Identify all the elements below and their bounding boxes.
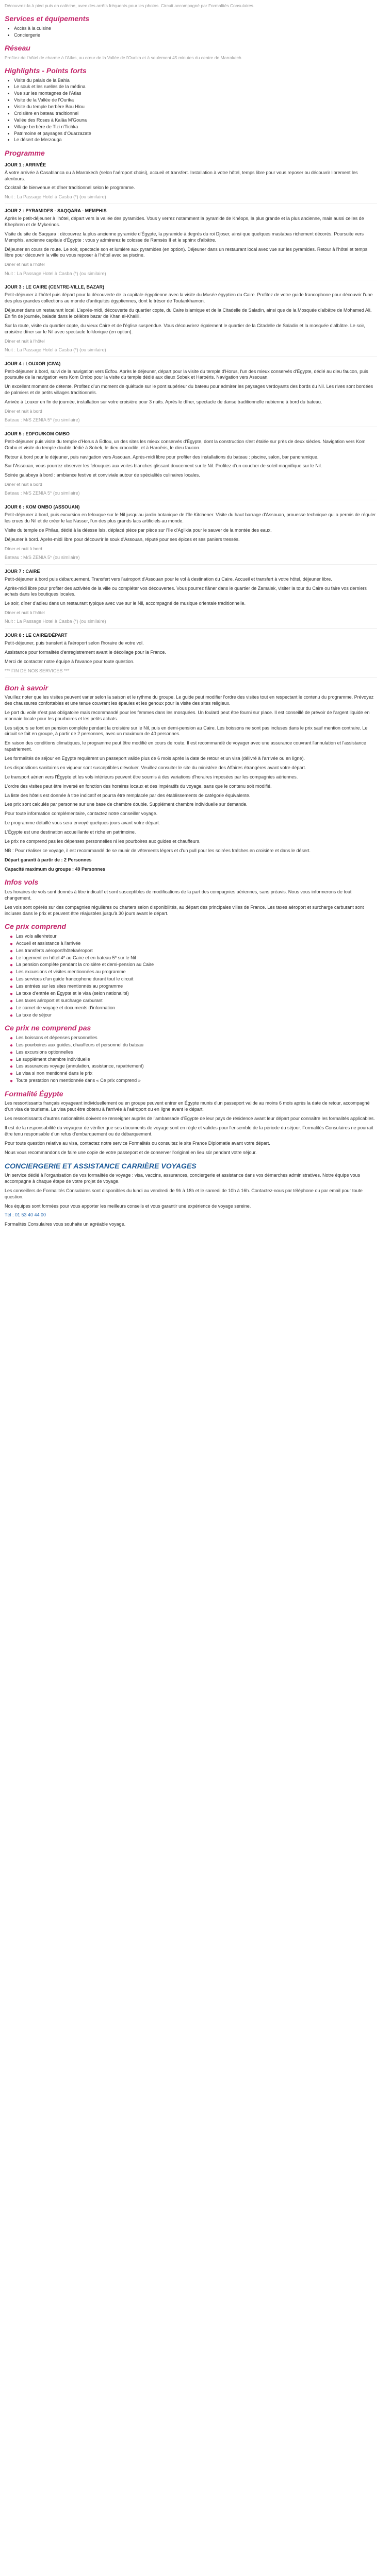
bullet-icon: ●: [10, 1049, 13, 1056]
bullet-icon: ●: [10, 984, 13, 990]
day-extra: Sur l'Assouan, vous pourrez observer les felouques aux voiles blanches glissant doucement sur le Nil. Profitez d'un coucher de soleil magnifique sur le Nil.: [5, 463, 322, 469]
includes-item: [10, 998, 377, 1004]
excludes-title: Ce prix ne comprend pas: [5, 1024, 91, 1032]
formalites-title: Formalité Égypte: [5, 1090, 63, 1098]
includes-item-label: Les entrées sur les sites mentionnés au programme: [16, 984, 123, 989]
day-text: À votre arrivée à Casablanca ou à Marrakech (selon l'aéroport choisi), accueil et transfert. Installation à votre hôtel, temps libre pour vous reposer ou découvrir librement les alentours.: [5, 170, 358, 181]
day-extra2: Soirée galabeya à bord : ambiance festive et conviviale autour de spécialités culinaires locales.: [5, 472, 200, 478]
goodtoknow-para: Le transport aérien vers l'Égypte et les vols intérieurs peuvent être soumis à des variations d'horaires imposées par les compagnies aériennes.: [5, 774, 298, 779]
services-list: [5, 26, 377, 39]
bullet-icon: ●: [10, 1064, 13, 1070]
infos-para: Les vols sont opérés sur des compagnies régulières ou charters selon disponibilités, au départ des principales villes de France. Les taxes aéroport et surcharge carburant sont incluses dans le prix et peuvent être réajustées jusqu'à 30 jours avant le départ.: [5, 904, 364, 916]
bullet-icon: ●: [10, 1005, 13, 1011]
infos-title: Infos vols: [5, 878, 39, 887]
includes-item: [10, 1012, 377, 1019]
day-text2: Assistance pour formalités d'enregistrement avant le décollage pour la France.: [5, 650, 166, 655]
goodtoknow-para: Les séjours se font en pension complète pendant la croisière sur le Nil, puis en demi-pension au Caire. Les boissons ne sont pas incluses dans le prix sauf mention contraire. Le circuit se fait en groupe, à partir de 2 personnes, avec un maximum de 40 personnes.: [5, 725, 368, 737]
excludes-item-label: Les boissons et dépenses personnelles: [16, 1035, 97, 1040]
highlights-title: Highlights - Points forts: [5, 66, 87, 75]
includes-title: Ce prix comprend: [5, 922, 67, 931]
bullet-icon: ●: [10, 1042, 13, 1048]
conciergerie-para: Nos équipes sont formées pour vous apporter les meilleurs conseils et vous garantir une expérience de voyage sereine.: [5, 1203, 251, 1209]
bullet-icon: ●: [10, 1071, 13, 1077]
goodtoknow-para: Les dispositions sanitaires en vigueur sont susceptibles d'évoluer. Veuillez consulter le site du ministère des Affaires étrangères avant votre départ.: [5, 765, 306, 770]
day-text: Petit-déjeuner à bord, suivi de la navigation vers Edfou. Après le déjeuner, départ pour la visite du temple d'Horus, l'un des mieux conservés d'Égypte, dédié au dieu faucon, puis poursuite de la navigation vers Kom Ombo pour la visite du temple dédié aux dieux Sobek et Haroëris. Navigation vers Assouan.: [5, 368, 368, 380]
day-title: JOUR 8 : LE CAIRE/DÉPART: [5, 633, 68, 638]
program-day: [5, 208, 377, 280]
excludes-item: [10, 1042, 377, 1048]
bullet-icon: ●: [10, 948, 13, 954]
day-text: Petit-déjeuner à bord, puis excursion en felouque sur le Nil jusqu'au jardin botanique de l'île Kitchener. Visite du haut barrage d'Assouan, prouesse technique qui a permis de réguler les crues du Nil et de créer le lac Nasser, l'un des plus grands lacs artificiels au monde.: [5, 512, 376, 524]
formalites-para: Nous vous recommandons de faire une copie de votre passeport et de conserver l'original en lieu sûr pendant votre séjour.: [5, 1149, 257, 1155]
day-divider: [5, 564, 377, 565]
highlight-item: • Vallée des Roses à Kalâa M'Gouna: [14, 117, 377, 124]
goodtoknow-para: Le port du voile n'est pas obligatoire mais recommandé pour les femmes dans les mosquées. Un foulard peut être fourni sur place. Il est conseillé de prévoir de l'argent liquide en monnaie locale pour les pourboires et les petits achats.: [5, 709, 370, 721]
day-title: JOUR 6 : KOM OMBO (ASSOUAN): [5, 504, 80, 510]
day-optional: Dîner et nuit à l'hôtel: [5, 262, 45, 267]
conciergerie-final: Formalités Consulaires vous souhaite un agréable voyage.: [5, 1222, 126, 1227]
formalites-para: Les ressortissants français voyageant individuellement ou en groupe peuvent entrer en Égypte munis d'un passeport valide au moins 6 mois après la date de retour, accompagné d'un visa de tourisme. Le visa peut être obtenu à l'arrivée à l'aéroport ou en ligne avant le départ.: [5, 1100, 370, 1112]
day-text: Petit-déjeuner à bord puis débarquement. Transfert vers l'aéroport d'Assouan pour le vol à destination du Caire. Accueil et transfert à votre hôtel, déjeuner libre.: [5, 576, 332, 582]
excludes-item-label: Les excursions optionnelles: [16, 1049, 73, 1055]
highlights-list: [5, 78, 377, 144]
day-text: Petit-déjeuner, puis transfert à l'aéroport selon l'horaire de votre vol.: [5, 640, 144, 646]
rooms-title: Réseau: [5, 44, 30, 53]
goodtoknow-para: Le prix ne comprend pas les dépenses personnelles ni les pourboires aux guides et chauffeurs.: [5, 838, 201, 844]
day-text: Petit-déjeuner puis visite du temple d'Horus à Edfou, un des sites les mieux conservés d'Égypte, dont la construction s'est étalée sur près de deux siècles. Navigation vers Kom Ombo et visite du temple double dédié à Sobek, le dieu crocodile, et à Haroëris, le dieu faucon.: [5, 438, 366, 450]
program-day: [5, 569, 377, 629]
day-accommodation: *** FIN DE NOS SERVICES ***: [5, 668, 70, 673]
program-day: [5, 504, 377, 564]
goodtoknow-title: Bon à savoir: [5, 683, 48, 692]
includes-item-label: Les taxes aéroport et surcharge carburant: [16, 997, 103, 1003]
day-accommodation: Bateau : M/S ZENIA 5* (ou similaire): [5, 554, 80, 560]
includes-item: [10, 934, 377, 940]
goodtoknow-para: Veuillez noter que les visites peuvent varier selon la saison et le rythme du groupe. Le guide peut modifier l'ordre des visites tout en respectant le contenu du programme. Prévoyez des chaussures confortables et une tenue couvrant les épaules et les genoux pour la visite des sites religieux.: [5, 694, 374, 706]
includes-item: [10, 962, 377, 968]
program-days: [5, 162, 377, 678]
includes-list: [5, 934, 377, 1019]
day-divider: [5, 677, 377, 678]
day-text2: Visite du site de Saqqara : découvrez la plus ancienne pyramide d'Égypte, la pyramide à degrés du roi Djoser, ainsi que quelques mastabas richement décorés. Poursuite vers Memphis, ancienne capitale d'Égypte : vous y admirerez le colosse de Ramsès II et le sphinx d'albâtre.: [5, 231, 364, 243]
excludes-item: [10, 1057, 377, 1063]
day-optional: Dîner et nuit à l'hôtel: [5, 338, 45, 344]
day-title: JOUR 7 : CAIRE: [5, 568, 40, 574]
day-title: JOUR 4 : LOUXOR (CIVA): [5, 361, 61, 366]
day-accommodation: Nuit : La Passage Hotel à Casba (*) (ou similaire): [5, 194, 106, 200]
bullet-icon: ●: [10, 1035, 13, 1041]
day-accommodation: Bateau : M/S ZENIA 5* (ou similaire): [5, 490, 80, 496]
includes-item-label: La taxe de séjour: [16, 1012, 52, 1018]
conciergerie-para: Les conseillers de Formalités Consulaires sont disponibles du lundi au vendredi de 9h à 18h et le samedi de 10h à 16h. Contactez-nous par téléphone ou par email pour toute question.: [5, 1188, 363, 1199]
includes-item-label: La pension complète pendant la croisière et demi-pension au Caire: [16, 962, 154, 968]
day-optional: Dîner et nuit à l'hôtel: [5, 610, 45, 616]
excludes-item: [10, 1078, 377, 1084]
header-notice: Découvrez-la à pied puis en calèche, avec des arrêts fréquents pour les photos. Circuit accompagné par Formalités Consulaires.: [5, 3, 255, 8]
bullet-icon: ●: [10, 991, 13, 997]
day-extra: Arrivée à Louxor en fin de journée, installation sur votre croisière pour 3 nuits. Après le dîner, spectacle de danse traditionnelle nubienne à bord du bateau.: [5, 399, 322, 404]
goodtoknow-para: L'Égypte est une destination accueillante et riche en patrimoine.: [5, 829, 136, 835]
bullet-icon: ●: [10, 934, 13, 940]
goodtoknow-para: L'ordre des visites peut être inversé en fonction des horaires locaux et des impératifs du voyage, sans que le contenu soit modifié.: [5, 783, 272, 789]
excludes-item-label: Les assurances voyage (annulation, assistance, rapatriement): [16, 1063, 144, 1069]
goodtoknow-para: Les prix sont calculés par personne sur une base de chambre double. Supplément chambre individuelle sur demande.: [5, 802, 248, 807]
day-extra: Déjeuner en cours de route. Le soir, spectacle son et lumière aux pyramides (en option). Déjeuner dans un restaurant local avec vue sur les pyramides. Retour à l'hôtel et temps libre pour découvrir la ville ou vous reposer à l'hôtel avec sa piscine.: [5, 246, 368, 258]
infos-para: Les horaires de vols sont donnés à titre indicatif et sont susceptibles de modifications de la part des compagnies aériennes, sans préavis. Nous vous informerons de tout changement.: [5, 889, 352, 901]
day-text2: Visite du temple de Philae, dédié à la déesse Isis, déplacé pièce par pièce sur l'île d'Agilkia pour le sauver de la montée des eaux.: [5, 527, 272, 533]
formalites-para: Les ressortissants d'autres nationalités doivent se renseigner auprès de l'ambassade d'Égypte de leur pays de résidence avant leur départ pour connaître les formalités applicables.: [5, 1116, 375, 1122]
excludes-list: [5, 1035, 377, 1084]
excludes-item: [10, 1063, 377, 1070]
conciergerie-title: CONCIERGERIE ET ASSISTANCE CARRIÈRE VOYAGES: [5, 1161, 197, 1170]
bullet-icon: ●: [10, 962, 13, 969]
program-day: [5, 162, 377, 204]
goodtoknow-body: [5, 694, 377, 854]
program-day: [5, 633, 377, 677]
goodtoknow-bold1: Départ garanti à partir de : 2 Personnes: [5, 857, 92, 862]
goodtoknow-para: NB : Pour réaliser ce voyage, il est recommandé de se munir de vêtements légers et d'un pull pour les soirées fraîches en croisière et dans le désert.: [5, 848, 311, 853]
bullet-icon: ●: [10, 1057, 13, 1063]
highlight-item: • Visite du palais de la Bahia: [14, 78, 377, 84]
day-text2: Un excellent moment de détente. Profitez d'un moment de quiétude sur le pont supérieur du bateau pour admirer les paysages verdoyants des bords du Nil. Les rives sont bordées de palmiers et de petits villages traditionnels.: [5, 384, 373, 396]
includes-item: [10, 948, 377, 954]
day-text2: Cocktail de bienvenue et dîner traditionnel selon le programme.: [5, 185, 135, 191]
goodtoknow-para: Pour toute information complémentaire, contactez notre conseiller voyage.: [5, 811, 158, 817]
bullet-icon: ●: [10, 955, 13, 961]
excludes-item-label: Le visa si non mentionné dans le prix: [16, 1071, 93, 1076]
day-text2: Après-midi libre pour profiter des activités de la ville ou compléter vos découvertes. Vous pourrez flâner dans le quartier de Zamalek, visiter la tour du Caire ou faire vos derniers achats dans les boutiques locales.: [5, 585, 367, 597]
formalites-body: [5, 1100, 377, 1156]
conciergerie-para: Un service dédié à l'organisation de vos formalités de voyage : visa, vaccins, assurances, conciergerie et assistance dans vos démarches administratives. Notre équipe vous accompagne à chaque étape de votre projet de voyage.: [5, 1173, 361, 1184]
infos-body: [5, 889, 377, 917]
program-day: [5, 431, 377, 500]
bullet-icon: ●: [10, 970, 13, 976]
includes-item: [10, 984, 377, 990]
includes-item: [10, 991, 377, 997]
service-item: • Accès à la cuisine: [14, 26, 377, 32]
highlight-item: • Village berbère de Tizi n'Tichka: [14, 124, 377, 130]
day-extra: Le soir, dîner d'adieu dans un restaurant typique avec vue sur le Nil, accompagné de musique orientale traditionnelle.: [5, 601, 246, 606]
goodtoknow-para: En raison des conditions climatiques, le programme peut être modifié en cours de route. Il est recommandé de voyager avec une assurance couvrant l'annulation et l'assistance rapatriement.: [5, 740, 366, 752]
day-optional: Dîner et nuit à bord: [5, 408, 42, 414]
excludes-item: [10, 1049, 377, 1056]
conciergerie-body: [5, 1173, 377, 1209]
includes-item-label: Les vols aller/retour: [16, 933, 57, 939]
bullet-icon: ●: [10, 998, 13, 1004]
goodtoknow-para: La liste des hôtels est donnée à titre indicatif et pourra être remplacée par des établissements de catégorie équivalente.: [5, 792, 251, 798]
day-optional: Dîner et nuit à bord: [5, 546, 42, 551]
highlight-item: • Patrimoine et paysages d'Ouarzazate: [14, 131, 377, 137]
includes-item-label: Le logement en hôtel 4* au Caire et en bateau 5* sur le Nil: [16, 955, 136, 960]
goodtoknow-bold2: Capacité maximum du groupe : 49 Personnes: [5, 866, 106, 872]
highlight-item: • Le souk et les ruelles de la médina: [14, 84, 377, 90]
excludes-item-label: Les pourboires aux guides, chauffeurs et personnel du bateau: [16, 1042, 144, 1047]
service-item: • Conciergerie: [14, 32, 377, 39]
day-title: JOUR 2 : PYRAMIDES - SAQQARA - MEMPHIS: [5, 208, 107, 214]
day-accommodation: Nuit : La Passage Hotel à Casba (*) (ou similaire): [5, 619, 106, 624]
highlight-item: • Croisière en bateau traditionnel: [14, 111, 377, 117]
includes-item: [10, 976, 377, 982]
excludes-item: [10, 1035, 377, 1041]
day-accommodation: Nuit : La Passage Hotel à Casba (*) (ou similaire): [5, 270, 106, 276]
conciergerie-phone[interactable]: Tél : 01 53 40 44 00: [5, 1212, 46, 1218]
includes-item-label: Les transferts aéroport/hôtel/aéroport: [16, 947, 93, 953]
day-accommodation: Nuit : La Passage Hotel à Casba (*) (ou similaire): [5, 347, 106, 352]
highlight-item: • Vue sur les montagnes de l'Atlas: [14, 91, 377, 97]
formalites-para: Il est de la responsabilité du voyageur de vérifier que ses documents de voyage sont en règle et valides pour l'ensemble de la période du séjour. Formalités Consulaires ne pourrait être tenu responsable d'un refus d'embarquement ou de débarquement.: [5, 1125, 373, 1137]
day-text: Petit-déjeuner à l'hôtel puis départ pour la découverte de la capitale égyptienne avec la visite du Musée égyptien du Caire. Profitez de votre guide francophone pour découvrir l'une des plus grandes collections au monde d'antiquités égyptiennes, dont le trésor de Toutankhamon.: [5, 292, 373, 304]
includes-item: [10, 1005, 377, 1011]
includes-item: [10, 969, 377, 975]
day-divider: [5, 628, 377, 629]
includes-item: [10, 955, 377, 961]
includes-item-label: La taxe d'entrée en Égypte et le visa (selon nationalité): [16, 990, 129, 996]
formalites-para: Pour toute question relative au visa, contactez notre service Formalités ou consultez le site France Diplomatie avant votre départ.: [5, 1140, 270, 1146]
highlight-item: • Visite de la Vallée de l'Ourika: [14, 97, 377, 104]
includes-item: [10, 941, 377, 947]
excludes-item-label: Toute prestation non mentionnée dans « Ce prix comprend »: [16, 1078, 141, 1083]
bullet-icon: ●: [10, 941, 13, 947]
program-day: [5, 361, 377, 427]
day-title: JOUR 3 : LE CAIRE (CENTRE-VILLE, BAZAR): [5, 284, 105, 290]
day-extra: Sur la route, visite du quartier copte, du vieux Caire et de l'église suspendue. Vous découvrirez également le quartier de la Citadelle de Saladin et la mosquée d'albâtre. Le soir, croisière dîner sur le Nil avec spectacle folklorique (en option).: [5, 323, 365, 334]
rooms-text: Profitez de l'hôtel de charme à l'Atlas, au cœur de la Vallée de l'Ourika et à seulement 45 minutes du centre de Marrakech.: [5, 55, 243, 60]
bullet-icon: ●: [10, 1078, 13, 1084]
day-optional: Dîner et nuit à bord: [5, 482, 42, 487]
includes-item-label: Les services d'un guide francophone durant tout le circuit: [16, 976, 134, 982]
day-extra: Déjeuner à bord. Après-midi libre pour découvrir le souk d'Assouan, réputé pour ses épices et ses paniers tressés.: [5, 536, 240, 542]
day-title: JOUR 5 : EDFOU/KOM OMBO: [5, 431, 70, 436]
services-title: Services et équipements: [5, 14, 90, 23]
day-text2: Déjeuner dans un restaurant local. L'après-midi, découverte du quartier copte, du Caire islamique et de la Citadelle de Saladin, ainsi que de la Mosquée d'albâtre de Mohamed Ali. En fin de journée, balade dans le célèbre bazar de Khan el-Khalili.: [5, 308, 372, 319]
goodtoknow-para: Les formalités de séjour en Égypte requièrent un passeport valide plus de 6 mois après la date de retour et un visa (délivré à l'arrivée ou en ligne).: [5, 756, 305, 761]
bullet-icon: ●: [10, 977, 13, 983]
includes-item-label: Le carnet de voyage et documents d'information: [16, 1005, 115, 1010]
goodtoknow-para: Le programme détaillé vous sera envoyé quelques jours avant votre départ.: [5, 820, 160, 826]
highlight-item: • Visite du temple berbère Bou Hlou: [14, 104, 377, 110]
day-text: Après le petit-déjeuner à l'hôtel, départ vers la vallée des pyramides. Vous y verrez notamment la pyramide de Khéops, la plus grande et la plus ancienne, mais aussi celles de Khephren et de Mykerinos.: [5, 216, 364, 227]
day-title: JOUR 1 : ARRIVÉE: [5, 162, 46, 167]
program-title: Programme: [5, 149, 45, 158]
excludes-item-label: Le supplément chambre individuelle: [16, 1056, 90, 1062]
day-accommodation: Bateau : M/S ZENIA 5* (ou similaire): [5, 417, 80, 423]
excludes-item: [10, 1071, 377, 1077]
program-day: [5, 284, 377, 357]
day-text2: Retour à bord pour le déjeuner, puis navigation vers Assouan. Après-midi libre pour profiter des installations du bateau : piscine, salon, bar panoramique.: [5, 454, 319, 460]
bullet-icon: ●: [10, 1012, 13, 1019]
day-extra: Merci de contacter notre équipe à l'avance pour toute question.: [5, 658, 135, 664]
includes-item-label: Accueil et assistance à l'arrivée: [16, 940, 81, 946]
highlight-item: • Le désert de Merzouga: [14, 137, 377, 143]
includes-item-label: Les excursions et visites mentionnées au programme: [16, 969, 126, 975]
